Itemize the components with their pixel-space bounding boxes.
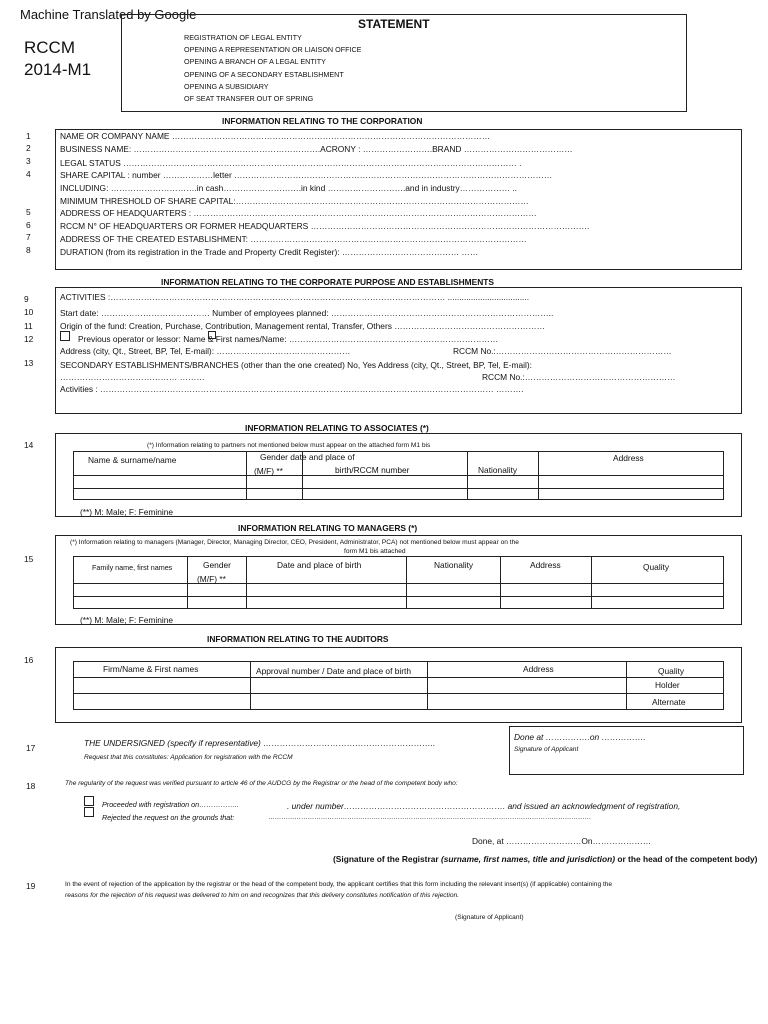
legal-status-field[interactable]: LEGAL STATUS …………………………………………………………………………………………………………………………… . bbox=[60, 158, 522, 168]
previous-operator-checkbox[interactable] bbox=[60, 331, 70, 341]
col-family-name: Family name, first names bbox=[92, 563, 173, 572]
request-text: Request that this constitutes: Application for registration with the RCCM bbox=[84, 754, 293, 761]
row-num: 8 bbox=[26, 245, 31, 255]
duration-field[interactable]: DURATION (from its registration in the Trade and Property Credit Register): …………………………………… …… bbox=[60, 247, 479, 257]
col-address: Address bbox=[523, 664, 554, 674]
statement-option[interactable]: OPENING OF A SECONDARY ESTABLISHMENT bbox=[184, 70, 344, 79]
managers-note-2: form M1 bis attached bbox=[344, 548, 406, 555]
proceeded-checkbox[interactable] bbox=[84, 796, 94, 806]
registrar-intro: The regularity of the request was verified pursuant to article 46 of the AUDCG by the Registrar or the head of the competent body who: bbox=[65, 780, 458, 787]
company-name-field[interactable]: NAME OR COMPANY NAME …………………………………………………………………………………………………… bbox=[60, 131, 491, 141]
registrar-done-field[interactable]: Done, at ………………………On………………… bbox=[472, 836, 652, 846]
statement-title: STATEMENT bbox=[358, 17, 430, 31]
col-birth: Date and place of birth bbox=[277, 560, 362, 570]
col-mf: (M/F) ** bbox=[197, 574, 226, 584]
col-gender: Gender bbox=[203, 560, 231, 570]
col-quality: Quality bbox=[643, 562, 670, 572]
form-code-line2: 2014-M1 bbox=[24, 60, 92, 79]
secondary-dots[interactable]: …………………………………… ……… bbox=[60, 372, 205, 382]
under-number-field[interactable]: . under number…………………………………………………. and issued an acknowledgment of registration, bbox=[287, 801, 681, 811]
row-num: 14 bbox=[24, 440, 34, 450]
associates-heading: INFORMATION RELATING TO ASSOCIATES (*) bbox=[245, 423, 429, 433]
previous-rccm-field[interactable]: RCCM No.:……………………………………………………… bbox=[453, 346, 672, 356]
proceeded-field[interactable]: Proceeded with registration on…………….. bbox=[102, 800, 240, 809]
activities-field[interactable]: ACTIVITIES :………………………………………………………………………………………………………… ................................... bbox=[60, 292, 530, 302]
col-gender-date: Gender date and place of bbox=[260, 452, 355, 462]
auditors-heading: INFORMATION RELATING TO THE AUDITORS bbox=[207, 634, 389, 644]
associates-note: (*) Information relating to partners not mentioned below must appear on the attached form M1 bis bbox=[147, 442, 431, 449]
quality-alternate[interactable]: Alternate bbox=[652, 697, 686, 707]
secondary-establishments-field[interactable]: SECONDARY ESTABLISHMENTS/BRANCHES (other than the one created) No, Yes Address (city, Qt., Street, BP, Tel, E-mail): bbox=[60, 360, 532, 370]
col-address: Address bbox=[530, 560, 561, 570]
rejected-field[interactable]: Rejected the request on the grounds that: bbox=[102, 813, 235, 822]
fund-origin-field[interactable]: Origin of the fund: Creation, Purchase, Contribution, Management rental, Transfer, Others ……………………………………………… bbox=[60, 321, 545, 331]
purpose-heading: INFORMATION RELATING TO THE CORPORATE PURPOSE AND ESTABLISHMENTS bbox=[161, 277, 494, 287]
row-num: 3 bbox=[26, 156, 31, 166]
row-num: 13 bbox=[24, 358, 34, 368]
row-num: 12 bbox=[24, 334, 34, 344]
minimum-threshold-field[interactable]: MINIMUM THRESHOLD OF SHARE CAPITAL:…………………………………………………………………………………………… bbox=[60, 196, 529, 206]
previous-address-field[interactable]: Address (city, Qt., Street, BP, Tel, E-mail): ………………………………………… bbox=[60, 346, 351, 356]
statement-option[interactable]: OPENING A BRANCH OF A LEGAL ENTITY bbox=[184, 57, 326, 66]
registrar-signature-pre: (Signature of the Registrar bbox=[333, 854, 441, 864]
row-num: 1 bbox=[26, 131, 31, 141]
row-num: 5 bbox=[26, 207, 31, 217]
business-name-field[interactable]: BUSINESS NAME: ………………………………………………………….ACRONY : …………………….BRAND ………………………………… bbox=[60, 144, 573, 154]
row-num: 7 bbox=[26, 232, 31, 242]
col-firm-name: Firm/Name & First names bbox=[103, 664, 199, 674]
including-field[interactable]: INCLUDING: ………………………….in cash……………………….in kind ……………………….and in industry……………… .. bbox=[60, 183, 517, 193]
statement-option[interactable]: OPENING A SUBSIDIARY bbox=[184, 82, 269, 91]
rejected-checkbox[interactable] bbox=[84, 807, 94, 817]
row-num: 11 bbox=[24, 321, 33, 331]
col-name-surname: Name & surname/name bbox=[88, 455, 177, 465]
col-mf: (M/F) ** bbox=[254, 466, 283, 476]
done-at-field[interactable]: Done at …………….on ……………. bbox=[514, 732, 646, 742]
quality-holder[interactable]: Holder bbox=[655, 680, 680, 690]
form-code-line1: RCCM bbox=[24, 38, 75, 57]
row-num: 19 bbox=[26, 881, 36, 891]
associates-footnote: (**) M: Male; F: Feminine bbox=[80, 507, 174, 517]
col-nationality: Nationality bbox=[478, 465, 518, 475]
managers-heading: INFORMATION RELATING TO MANAGERS (*) bbox=[238, 523, 418, 533]
row-num: 18 bbox=[26, 781, 36, 791]
col-quality: Quality bbox=[658, 666, 685, 676]
statement-option[interactable]: OPENING A REPRESENTATION OR LIAISON OFFICE bbox=[184, 45, 362, 54]
registrar-signature-post: or the head of the competent body) bbox=[615, 854, 758, 864]
statement-option[interactable]: REGISTRATION OF LEGAL ENTITY bbox=[184, 33, 302, 42]
registrar-signature-label bbox=[333, 854, 757, 864]
col-approval: Approval number / Date and place of birth bbox=[256, 666, 412, 676]
translation-banner: Machine Translated by Google bbox=[20, 7, 197, 22]
managers-note-1: (*) Information relating to managers (Manager, Director, Managing Director, CEO, President, Administrator, PCA) not mentioned below must appear on the bbox=[70, 539, 519, 546]
start-date-field[interactable]: Start date: ………………………………… Number of employees planned: …………………………………………………………………….. bbox=[60, 308, 554, 318]
previous-operator-field[interactable]: Previous operator or lessor: Name & First names/Name: ………………………………………………………………… bbox=[78, 334, 499, 344]
row-num: 9 bbox=[24, 294, 29, 304]
rejection-line-2: reasons for the rejection of his request was delivered to him on and recognizes that this delivery constitutes notification of this rejection. bbox=[65, 892, 460, 899]
secondary-activities-field[interactable]: Activities : …………………………………………………………………………………………………………………………… ………. bbox=[60, 384, 524, 394]
row-num: 4 bbox=[26, 169, 31, 179]
secondary-rccm-field[interactable]: RCCM No.:……………………………………………… bbox=[482, 372, 676, 382]
headquarters-rccm-field[interactable]: RCCM N° OF HEADQUARTERS OR FORMER HEADQUARTERS ………………………………………………………………………………………. bbox=[60, 221, 590, 231]
row-num: 6 bbox=[26, 220, 31, 230]
registrar-signature-italic: (surname, first names, title and jurisdiction) bbox=[440, 854, 616, 864]
col-birth-rccm: birth/RCCM number bbox=[335, 465, 410, 475]
undersigned-field[interactable]: THE UNDERSIGNED (specify if representative) …………………………………………………….. bbox=[84, 738, 436, 748]
applicant-signature-label: Signature of Applicant bbox=[514, 746, 579, 753]
row-num: 16 bbox=[24, 655, 34, 665]
rejected-grounds-dots[interactable]: ………………………………………………………………………………………………………………………………… bbox=[268, 814, 592, 821]
headquarters-address-field[interactable]: ADDRESS OF HEADQUARTERS : …………………………………………………………………………………………………………… bbox=[60, 208, 537, 218]
managers-footnote: (**) M: Male; F: Feminine bbox=[80, 615, 174, 625]
row-num: 17 bbox=[26, 743, 36, 753]
col-nationality: Nationality bbox=[434, 560, 474, 570]
rejection-line-1: In the event of rejection of the application by the registrar or the head of the competent body, the applicant certifies that this form including the relevant insert(s) (if applicable) containing the bbox=[65, 881, 613, 888]
row-num: 10 bbox=[24, 307, 34, 317]
establishment-address-field[interactable]: ADDRESS OF THE CREATED ESTABLISHMENT: ……………………………………………………………………………………… bbox=[60, 234, 527, 244]
share-capital-field[interactable]: SHARE CAPITAL : number ………………letter …………………………………………………………………………………………………… bbox=[60, 170, 553, 180]
corporation-heading: INFORMATION RELATING TO THE CORPORATION bbox=[222, 116, 423, 126]
row-num: 15 bbox=[24, 554, 34, 564]
rejection-applicant-signature: (Signature of Applicant) bbox=[455, 914, 524, 921]
col-address: Address bbox=[613, 453, 644, 463]
statement-option[interactable]: OF SEAT TRANSFER OUT OF SPRING bbox=[184, 94, 314, 103]
row-num: 2 bbox=[26, 143, 31, 153]
